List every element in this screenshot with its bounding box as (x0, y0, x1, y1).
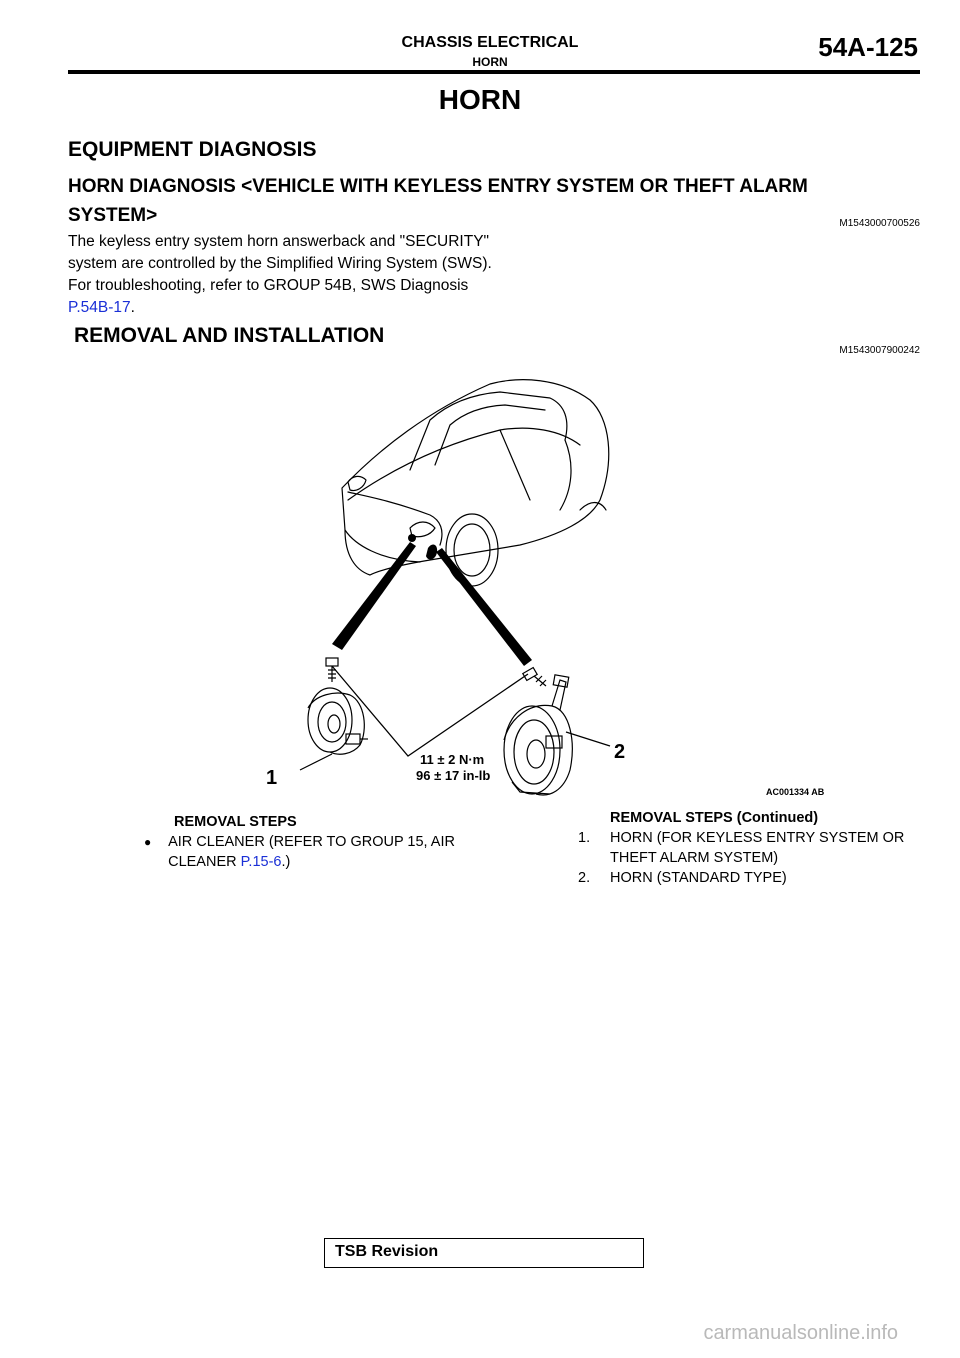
air-cleaner-text-end: .) (281, 854, 291, 870)
bolt-2 (523, 668, 546, 686)
horn-removal-illustration (260, 370, 860, 810)
diagnosis-body (68, 231, 498, 319)
header-section: CHASSIS ELECTRICAL (401, 34, 579, 51)
step-number: 2. (578, 870, 591, 886)
callout-1: 1 (266, 767, 278, 789)
step-number: 1. (578, 830, 591, 846)
diagnosis-body-text: The keyless entry system horn answerback and "SECURITY" system are controlled by the Simplified Wiring System (SWS). For troubleshooting, refer to GROUP 54B, SWS Diagnosis (68, 233, 492, 294)
page-number: 54A-125 (818, 32, 918, 62)
torque-inlb: 96 ± 17 in-lb (416, 768, 491, 783)
list-item (578, 868, 938, 888)
leader-arrow-2 (436, 548, 532, 666)
mount-point-2 (426, 545, 437, 560)
removal-steps-heading: REMOVAL STEPS (174, 814, 297, 830)
step-text: HORN (FOR KEYLESS ENTRY SYSTEM OR THEFT ALARM SYSTEM) (610, 830, 905, 866)
figure-id: AC001334 AB (766, 787, 825, 797)
list-item (578, 828, 938, 868)
tsb-revision-box: TSB Revision (324, 1238, 644, 1268)
air-cleaner-link[interactable]: P.15-6 (240, 854, 282, 870)
step-text: HORN (STANDARD TYPE) (610, 870, 787, 886)
diagnosis-body-end: . (130, 299, 135, 316)
diagnosis-code: M1543000700526 (839, 218, 920, 229)
removal-steps-right (578, 808, 938, 888)
header-rule (68, 70, 920, 74)
list-item (140, 832, 500, 872)
bullet-icon: ● (144, 835, 152, 849)
equipment-diagnosis-heading: EQUIPMENT DIAGNOSIS (68, 138, 317, 161)
sws-diagnosis-link[interactable]: P.54B-17 (68, 299, 131, 316)
callout-2: 2 (614, 741, 626, 763)
leader-arrow-1 (332, 542, 416, 650)
horn-diagnosis-heading: HORN DIAGNOSIS <VEHICLE WITH KEYLESS ENTRY SYSTEM OR THEFT ALARM SYSTEM> (68, 176, 808, 226)
header-subsection: HORN (472, 55, 508, 69)
page-title: HORN (438, 84, 522, 115)
watermark: carmanualsonline.info (703, 1322, 898, 1344)
mount-point-1 (408, 534, 416, 542)
torque-nm: 11 ± 2 N·m (420, 752, 485, 767)
list-item-text (168, 832, 500, 872)
horn-2 (504, 675, 572, 795)
removal-code: M1543007900242 (839, 345, 920, 356)
removal-steps-continued-heading: REMOVAL STEPS (Continued) (610, 810, 819, 826)
removal-steps-left (140, 812, 500, 872)
air-cleaner-text: AIR CLEANER (REFER TO GROUP 15, AIR CLEANER (168, 834, 455, 870)
removal-installation-heading: REMOVAL AND INSTALLATION (74, 324, 385, 347)
